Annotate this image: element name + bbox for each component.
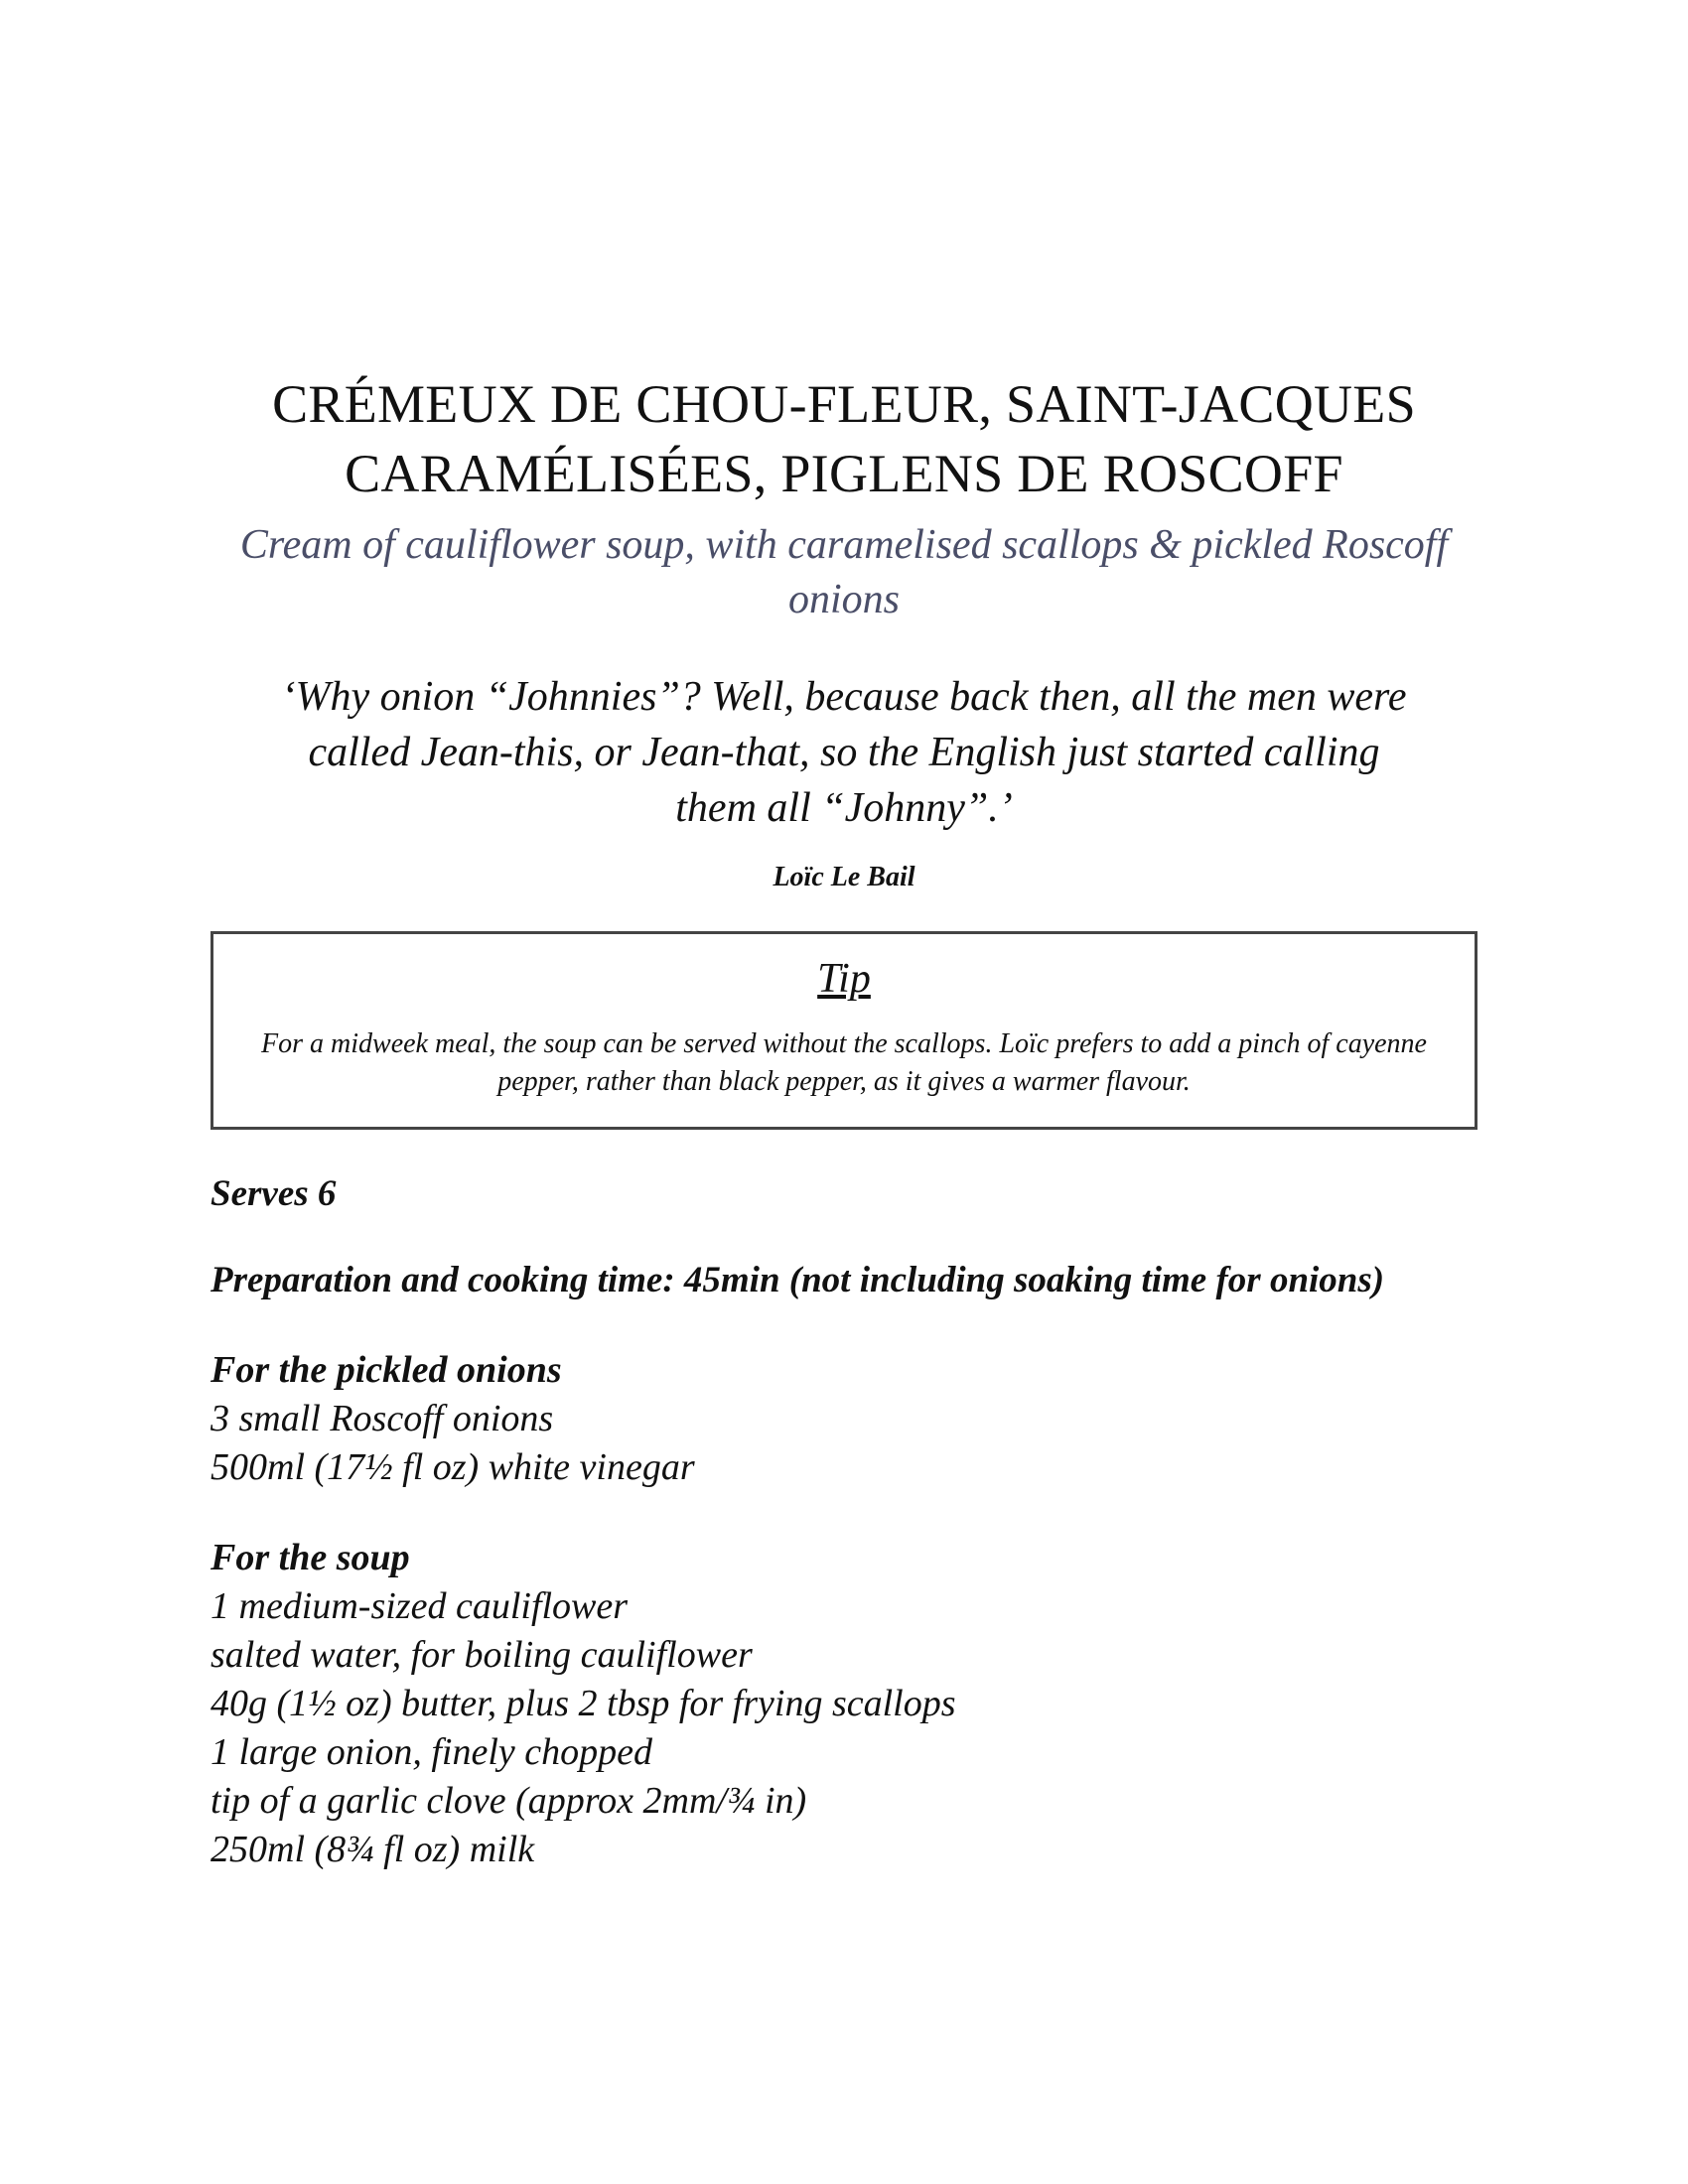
recipe-subtitle: Cream of cauliflower soup, with caramelised scallops & pickled Roscoff onions <box>239 522 1449 622</box>
title-line-1: CRÉMEUX DE CHOU-FLEUR, SAINT-JACQUES <box>272 374 1416 434</box>
section-title: For the pickled onions <box>211 1349 562 1391</box>
ingredient-item: salted water, for boiling cauliflower <box>211 1634 753 1676</box>
section-title: For the soup <box>211 1537 410 1578</box>
prep-time-line: Preparation and cooking time: 45min (not including soaking time for onions) <box>211 1260 1385 1300</box>
ingredient-item: tip of a garlic clove (approx 2mm/¾ in) <box>211 1780 807 1822</box>
ingredients-section-soup <box>211 1534 1477 1874</box>
ingredient-item: 250ml (8¾ fl oz) milk <box>211 1829 535 1870</box>
title-line-2: CARAMÉLISÉES, PIGLENS DE ROSCOFF <box>345 444 1343 503</box>
ingredient-item: 3 small Roscoff onions <box>211 1398 554 1439</box>
recipe-title <box>211 369 1477 508</box>
tip-text: For a midweek meal, the soup can be served without the scallops. Loïc prefers to add a pinch of cayenne pepper, rather than black pepper, as it gives a warmer flavour. <box>261 1028 1427 1097</box>
serves-line: Serves 6 <box>211 1173 337 1214</box>
tip-heading: Tip <box>817 956 871 1002</box>
ingredients-section-pickled-onions <box>211 1346 1477 1492</box>
ingredient-item: 500ml (17½ fl oz) white vinegar <box>211 1446 695 1488</box>
ingredient-item: 40g (1½ oz) butter, plus 2 tbsp for frying scallops <box>211 1683 956 1724</box>
quote-author: Loïc Le Bail <box>773 862 915 892</box>
ingredient-item: 1 large onion, finely chopped <box>211 1731 652 1773</box>
recipe-page <box>211 369 1477 1874</box>
quote-text: ‘Why onion “Johnnies”? Well, because back then, all the men were called Jean-this, or Jean-that, so the English just started calling them all “Johnny”.’ <box>281 674 1407 831</box>
tip-box <box>211 931 1477 1130</box>
ingredient-item: 1 medium-sized cauliflower <box>211 1585 629 1627</box>
